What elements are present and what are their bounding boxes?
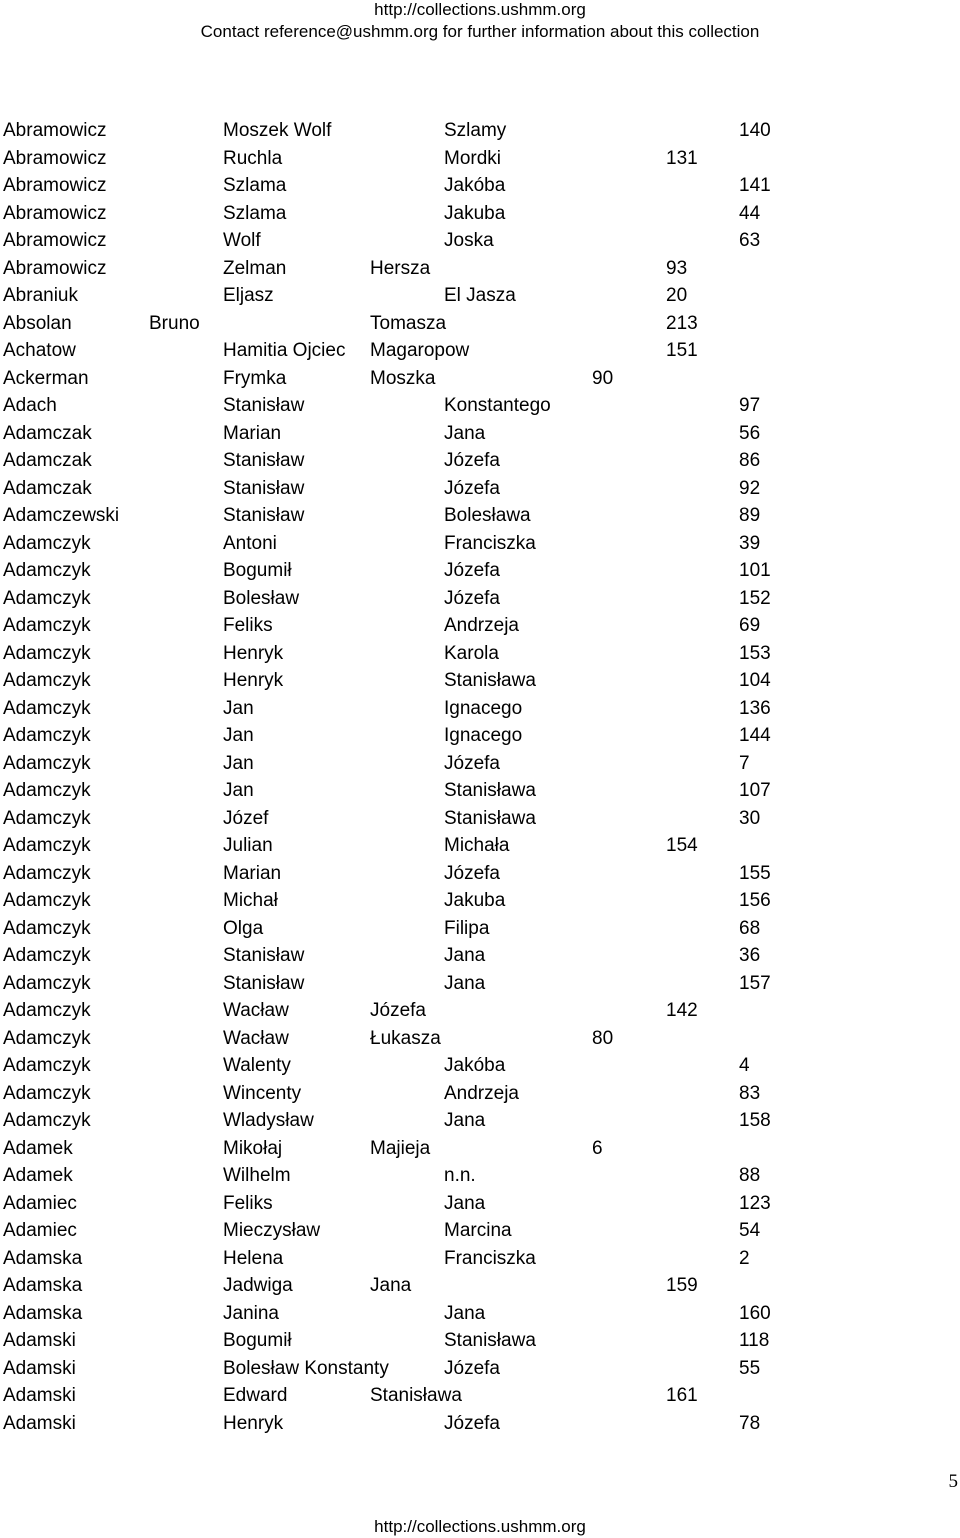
list-row — [0, 832, 960, 860]
record-number-cell: 104 — [739, 670, 771, 691]
list-row — [0, 1217, 960, 1245]
given-name-cell: Michał — [223, 890, 278, 911]
header-url[interactable]: http://collections.ushmm.org — [374, 0, 586, 19]
list-row — [0, 1272, 960, 1300]
record-number-cell: 6 — [592, 1137, 603, 1159]
surname-cell: Adamski — [3, 1412, 76, 1434]
given-name-cell: Bolesław Konstanty — [223, 1357, 389, 1379]
surname-cell: Adamczyk — [3, 1110, 91, 1131]
record-number-cell: 144 — [739, 725, 771, 746]
given-name-cell: Stanisław — [223, 505, 305, 526]
given-name-cell: Szlama — [223, 202, 287, 224]
given-name-cell: Mikołaj — [223, 1137, 283, 1159]
surname-cell: Adamczak — [3, 422, 92, 444]
parent-name-cell: Stanisława — [444, 780, 536, 801]
surname-cell: Adamczyk — [3, 697, 91, 719]
parent-name-cell: Franciszka — [444, 532, 536, 554]
record-number-cell: 131 — [666, 147, 698, 169]
given-name-cell: Henryk — [223, 642, 284, 664]
record-number-cell: 153 — [739, 642, 771, 664]
list-row — [0, 337, 960, 365]
footer-url[interactable]: http://collections.ushmm.org — [374, 1517, 586, 1536]
parent-name-cell: Tomasza — [370, 312, 447, 334]
given-name-cell: Bogumił — [223, 1330, 292, 1351]
record-number-cell: 107 — [739, 780, 771, 801]
surname-cell: Adamczak — [3, 477, 92, 499]
list-row — [0, 612, 960, 640]
surname-cell: Adamski — [3, 1330, 76, 1351]
given-name-cell: Jadwiga — [223, 1275, 293, 1296]
given-name-cell: Wacław — [223, 1000, 289, 1021]
surname-cell: Adamczyk — [3, 1082, 91, 1104]
record-number-cell: 78 — [739, 1412, 761, 1434]
surname-cell: Adamczyk — [3, 945, 91, 966]
record-number-cell: 20 — [666, 285, 688, 306]
surname-cell: Adamski — [3, 1385, 76, 1406]
list-row — [0, 915, 960, 943]
surname-cell: Absolan — [3, 312, 72, 334]
record-number-cell: 80 — [592, 1027, 614, 1049]
given-name-cell: Walenty — [223, 1055, 291, 1076]
list-row — [0, 1300, 960, 1328]
surname-cell: Adamczak — [3, 450, 92, 471]
parent-name-cell: Moszka — [370, 367, 436, 389]
parent-name-cell: Andrzeja — [444, 1082, 519, 1104]
list-row — [0, 1327, 960, 1355]
parent-name-cell: Łukasza — [370, 1027, 441, 1049]
parent-name-cell: Jana — [444, 1302, 486, 1324]
parent-name-cell: Bolesława — [444, 505, 531, 526]
given-name-cell: Jan — [223, 752, 254, 774]
parent-name-cell: Ignacego — [444, 725, 523, 746]
given-name-cell: Jan — [223, 697, 254, 719]
parent-name-cell: Józefa — [444, 587, 500, 609]
list-row — [0, 860, 960, 888]
list-row — [0, 695, 960, 723]
given-name-cell: Hamitia Ojciec — [223, 340, 346, 361]
record-number-cell: 160 — [739, 1302, 771, 1324]
list-row — [0, 722, 960, 750]
surname-cell: Adach — [3, 395, 57, 416]
given-name-cell: Stanisław — [223, 477, 305, 499]
surname-cell: Adamczyk — [3, 1055, 91, 1076]
list-row — [0, 997, 960, 1025]
record-number-cell: 123 — [739, 1192, 771, 1214]
list-row — [0, 667, 960, 695]
given-name-cell: Bruno — [149, 312, 200, 334]
record-number-cell: 55 — [739, 1357, 761, 1379]
surname-cell: Abramowicz — [3, 147, 107, 169]
header-contact-note: Contact reference@ushmm.org for further information about this collection — [200, 22, 760, 41]
surname-cell: Adamczyk — [3, 1027, 91, 1049]
parent-name-cell: Michała — [444, 835, 510, 856]
record-number-cell: 142 — [666, 1000, 698, 1021]
parent-name-cell: Franciszka — [444, 1247, 536, 1269]
surname-cell: Adamczyk — [3, 862, 91, 884]
surname-cell: Abramowicz — [3, 175, 107, 196]
given-name-cell: Mieczysław — [223, 1220, 321, 1241]
parent-name-cell: Jakuba — [444, 890, 506, 911]
list-row — [0, 1382, 960, 1410]
record-number-cell: 4 — [739, 1055, 750, 1076]
parent-name-cell: Szlamy — [444, 120, 507, 141]
surname-cell: Abraniuk — [3, 285, 78, 306]
parent-name-cell: Marcina — [444, 1220, 512, 1241]
record-number-cell: 63 — [739, 230, 761, 251]
record-number-cell: 2 — [739, 1247, 750, 1269]
list-row — [0, 227, 960, 255]
surname-cell: Adamek — [3, 1165, 73, 1186]
parent-name-cell: Stanisława — [444, 807, 536, 829]
record-number-cell: 152 — [739, 587, 771, 609]
parent-name-cell: El Jasza — [444, 285, 516, 306]
surname-cell: Adamczyk — [3, 560, 91, 581]
given-name-cell: Eljasz — [223, 285, 274, 306]
surname-cell: Adamczyk — [3, 752, 91, 774]
record-number-cell: 213 — [666, 312, 698, 334]
surname-cell: Adamczyk — [3, 725, 91, 746]
page-number: 5 — [948, 1471, 958, 1492]
given-name-cell: Jan — [223, 780, 254, 801]
list-row — [0, 1410, 960, 1438]
parent-name-cell: Magaropow — [370, 340, 470, 361]
record-number-cell: 161 — [666, 1385, 698, 1406]
list-row — [0, 777, 960, 805]
list-row — [0, 557, 960, 585]
surname-cell: Achatow — [3, 340, 76, 361]
given-name-cell: Wacław — [223, 1027, 289, 1049]
record-number-cell: 157 — [739, 972, 771, 994]
record-number-cell: 156 — [739, 890, 771, 911]
surname-cell: Adamiec — [3, 1192, 77, 1214]
record-number-cell: 101 — [739, 560, 771, 581]
surname-cell: Adamczyk — [3, 532, 91, 554]
list-row — [0, 1355, 960, 1383]
given-name-cell: Zelman — [223, 257, 287, 279]
parent-name-cell: n.n. — [444, 1165, 476, 1186]
list-row — [0, 887, 960, 915]
surname-cell: Ackerman — [3, 367, 89, 389]
record-number-cell: 97 — [739, 395, 761, 416]
parent-name-cell: Karola — [444, 642, 499, 664]
record-number-cell: 83 — [739, 1082, 761, 1104]
record-number-cell: 36 — [739, 945, 761, 966]
given-name-cell: Wincenty — [223, 1082, 302, 1104]
given-name-cell: Antoni — [223, 532, 277, 554]
given-name-cell: Julian — [223, 835, 273, 856]
surname-cell: Adamczyk — [3, 615, 91, 636]
record-number-cell: 155 — [739, 862, 771, 884]
list-row — [0, 365, 960, 393]
given-name-cell: Szlama — [223, 175, 287, 196]
parent-name-cell: Mordki — [444, 147, 502, 169]
parent-name-cell: Stanisława — [444, 1330, 536, 1351]
parent-name-cell: Jakóba — [444, 175, 506, 196]
parent-name-cell: Filipa — [444, 917, 490, 939]
given-name-cell: Bolesław — [223, 587, 300, 609]
record-number-cell: 89 — [739, 505, 761, 526]
record-number-cell: 92 — [739, 477, 761, 499]
given-name-cell: Edward — [223, 1385, 288, 1406]
parent-name-cell: Jakuba — [444, 202, 506, 224]
list-row — [0, 585, 960, 613]
list-row — [0, 282, 960, 310]
surname-cell: Adamczyk — [3, 835, 91, 856]
list-row — [0, 942, 960, 970]
surname-cell: Adamiec — [3, 1220, 77, 1241]
list-row — [0, 750, 960, 778]
given-name-cell: Janina — [223, 1302, 279, 1324]
given-name-cell: Moszek Wolf — [223, 120, 332, 141]
list-row — [0, 1052, 960, 1080]
parent-name-cell: Ignacego — [444, 697, 523, 719]
surname-cell: Abramowicz — [3, 120, 107, 141]
parent-name-cell: Józefa — [444, 1412, 500, 1434]
parent-name-cell: Konstantego — [444, 395, 551, 416]
list-row — [0, 172, 960, 200]
list-row — [0, 310, 960, 338]
given-name-cell: Helena — [223, 1247, 284, 1269]
given-name-cell: Frymka — [223, 367, 287, 389]
record-number-cell: 151 — [666, 340, 698, 361]
given-name-cell: Feliks — [223, 615, 273, 636]
record-number-cell: 54 — [739, 1220, 761, 1241]
parent-name-cell: Jana — [444, 972, 486, 994]
list-row — [0, 392, 960, 420]
list-row — [0, 475, 960, 503]
surname-cell: Adamska — [3, 1275, 83, 1296]
parent-name-cell: Jana — [444, 422, 486, 444]
parent-name-cell: Stanisława — [370, 1385, 462, 1406]
surname-cell: Abramowicz — [3, 257, 107, 279]
list-row — [0, 502, 960, 530]
list-row — [0, 200, 960, 228]
list-row — [0, 117, 960, 145]
surname-cell: Adamczewski — [3, 505, 120, 526]
given-name-cell: Stanisław — [223, 972, 305, 994]
list-row — [0, 640, 960, 668]
surname-cell: Adamska — [3, 1302, 83, 1324]
given-name-cell: Józef — [223, 807, 269, 829]
parent-name-cell: Józefa — [370, 1000, 426, 1021]
parent-name-cell: Hersza — [370, 257, 431, 279]
parent-name-cell: Jana — [370, 1275, 412, 1296]
record-number-cell: 7 — [739, 752, 750, 774]
list-row — [0, 1190, 960, 1218]
list-row — [0, 1162, 960, 1190]
list-row — [0, 447, 960, 475]
record-number-cell: 141 — [739, 175, 771, 196]
given-name-cell: Wolf — [223, 230, 261, 251]
given-name-cell: Stanisław — [223, 395, 305, 416]
parent-name-cell: Józefa — [444, 1357, 500, 1379]
surname-cell: Adamczyk — [3, 917, 91, 939]
surname-cell: Adamska — [3, 1247, 83, 1269]
parent-name-cell: Andrzeja — [444, 615, 519, 636]
record-number-cell: 158 — [739, 1110, 771, 1131]
given-name-cell: Henryk — [223, 670, 284, 691]
parent-name-cell: Józefa — [444, 862, 500, 884]
list-row — [0, 1025, 960, 1053]
surname-cell: Abramowicz — [3, 230, 107, 251]
record-number-cell: 69 — [739, 615, 761, 636]
list-row — [0, 255, 960, 283]
list-row — [0, 1245, 960, 1273]
list-row — [0, 530, 960, 558]
surname-cell: Abramowicz — [3, 202, 107, 224]
parent-name-cell: Józefa — [444, 450, 500, 471]
record-number-cell: 118 — [739, 1330, 770, 1351]
list-row — [0, 1080, 960, 1108]
parent-name-cell: Józefa — [444, 477, 500, 499]
given-name-cell: Jan — [223, 725, 254, 746]
surname-cell: Adamczyk — [3, 972, 91, 994]
record-number-cell: 30 — [739, 807, 761, 829]
given-name-cell: Ruchla — [223, 147, 283, 169]
record-number-cell: 140 — [739, 120, 771, 141]
record-number-cell: 93 — [666, 257, 688, 279]
surname-cell: Adamek — [3, 1137, 73, 1159]
record-number-cell: 68 — [739, 917, 761, 939]
parent-name-cell: Majieja — [370, 1137, 431, 1159]
given-name-cell: Wladysław — [223, 1110, 314, 1131]
given-name-cell: Bogumił — [223, 560, 292, 581]
record-number-cell: 39 — [739, 532, 761, 554]
given-name-cell: Wilhelm — [223, 1165, 291, 1186]
record-number-cell: 159 — [666, 1275, 698, 1296]
surname-cell: Adamczyk — [3, 670, 91, 691]
parent-name-cell: Joska — [444, 230, 494, 251]
given-name-cell: Feliks — [223, 1192, 273, 1214]
list-row — [0, 1135, 960, 1163]
record-number-cell: 136 — [739, 697, 771, 719]
given-name-cell: Marian — [223, 422, 282, 444]
surname-cell: Adamczyk — [3, 642, 91, 664]
record-number-cell: 86 — [739, 450, 761, 471]
list-row — [0, 805, 960, 833]
record-number-cell: 56 — [739, 422, 761, 444]
list-row — [0, 420, 960, 448]
surname-cell: Adamczyk — [3, 780, 91, 801]
record-number-cell: 44 — [739, 202, 761, 224]
parent-name-cell: Jakóba — [444, 1055, 506, 1076]
surname-cell: Adamczyk — [3, 1000, 91, 1021]
parent-name-cell: Jana — [444, 1110, 486, 1131]
given-name-cell: Olga — [223, 917, 264, 939]
given-name-cell: Marian — [223, 862, 282, 884]
record-number-cell: 88 — [739, 1165, 761, 1186]
surname-cell: Adamski — [3, 1357, 76, 1379]
list-row — [0, 1107, 960, 1135]
given-name-cell: Stanisław — [223, 450, 305, 471]
list-row — [0, 145, 960, 173]
parent-name-cell: Józefa — [444, 560, 500, 581]
record-number-cell: 154 — [666, 835, 698, 856]
surname-cell: Adamczyk — [3, 587, 91, 609]
name-list — [0, 117, 960, 1437]
parent-name-cell: Stanisława — [444, 670, 536, 691]
parent-name-cell: Józefa — [444, 752, 500, 774]
surname-cell: Adamczyk — [3, 807, 91, 829]
surname-cell: Adamczyk — [3, 890, 91, 911]
given-name-cell: Henryk — [223, 1412, 284, 1434]
parent-name-cell: Jana — [444, 1192, 486, 1214]
list-row — [0, 970, 960, 998]
parent-name-cell: Jana — [444, 945, 486, 966]
given-name-cell: Stanisław — [223, 945, 305, 966]
record-number-cell: 90 — [592, 367, 614, 389]
